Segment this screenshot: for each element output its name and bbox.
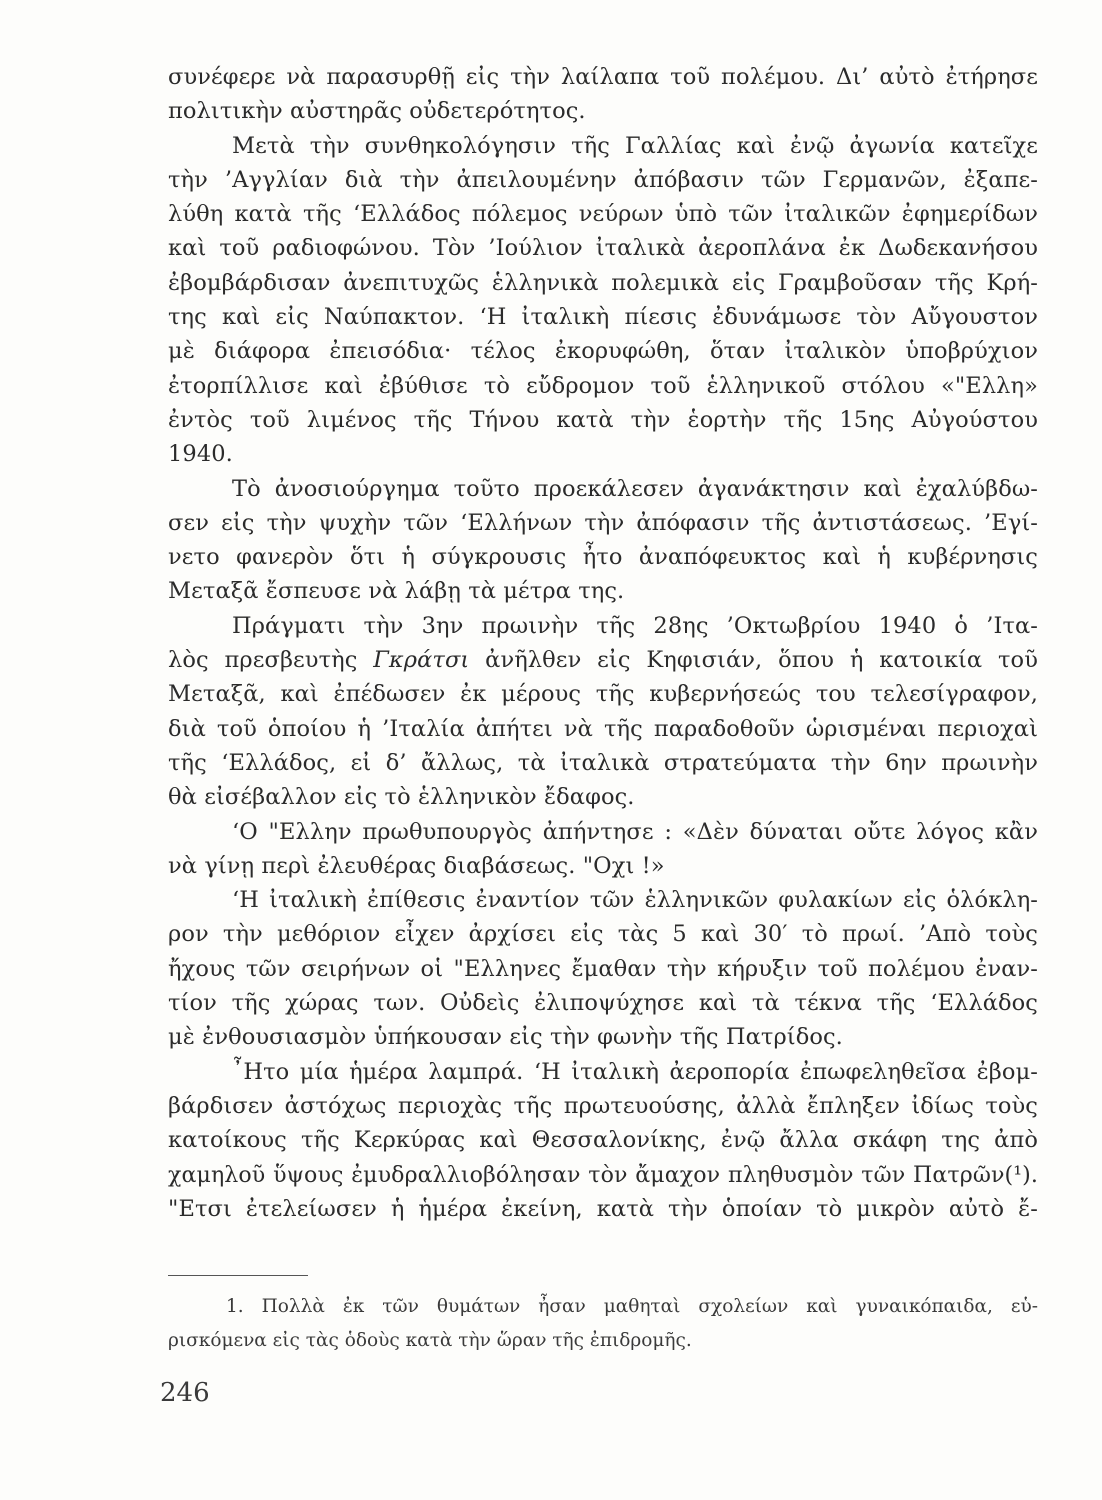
text-line: ἤχους τῶν σειρήνων οἱ "Ελληνες ἔμαθαν τὴν κήρυξιν τοῦ πολέμου ἐναν- bbox=[168, 955, 1038, 982]
text-line: ‘Η ἰταλικὴ ἐπίθεσις ἐναντίον τῶν ἑλληνικῶν φυλακίων εἰς ὁλόκλη- bbox=[232, 887, 1038, 914]
text-line: τίον τῆς χώρας των. Οὐδεὶς ἐλιποψύχησε καὶ τὰ τέκνα τῆς ‘Ελλάδος bbox=[168, 990, 1038, 1017]
text-line: βάρδισεν ἀστόχως περιοχὰς τῆς πρωτευούσης, ἀλλὰ ἔπληξεν ἰδίως τοὺς bbox=[168, 1092, 1038, 1119]
page-number: 246 bbox=[160, 1378, 210, 1408]
text-line: Τὸ ἀνοσιούργημα τοῦτο προεκάλεσεν ἀγανάκτησιν καὶ ἐχαλύβδω- bbox=[232, 475, 1038, 502]
text-line: διὰ τοῦ ὁποίου ἡ ’Ιταλία ἀπήτει νὰ τῆς παραδοθοῦν ὡρισμέναι περιοχαὶ bbox=[168, 715, 1038, 742]
footnote bbox=[168, 1290, 1038, 1358]
text-line: θὰ εἰσέβαλλον εἰς τὸ ἑλληνικὸν ἔδαφος. bbox=[168, 784, 635, 811]
footnote-rule bbox=[168, 1275, 308, 1276]
footnote-line: 1. Πολλὰ ἐκ τῶν θυμάτων ἦσαν μαθηταὶ σχολείων καὶ γυναικόπαιδα, εὑ- bbox=[226, 1296, 1038, 1317]
footnote-line: ρισκόμενα εἰς τὰς ὁδοὺς κατὰ τὴν ὥραν τῆς ἐπιδρομῆς. bbox=[168, 1330, 692, 1351]
text-line: 1940. bbox=[168, 441, 233, 468]
text-line: τῆς ‘Ελλάδος, εἰ δ’ ἄλλως, τὰ ἰταλικὰ στρατεύματα τὴν 6ην πρωινὴν bbox=[168, 749, 1038, 776]
text-line: τὴν ’Αγγλίαν διὰ τὴν ἀπειλουμένην ἀπόβασιν τῶν Γερμανῶν, ἐξαπε- bbox=[168, 166, 1038, 193]
text-line: ῏Ητο μία ἡμέρα λαμπρά. ‘Η ἰταλικὴ ἀεροπορία ἐπωφεληθεῖσα ἐβομ- bbox=[232, 1058, 1038, 1085]
text-line: μὲ διάφορα ἐπεισόδια· τέλος ἐκορυφώθη, ὅταν ἰταλικὸν ὑποβρύχιον bbox=[168, 338, 1038, 365]
text-line: χαμηλοῦ ὕψους ἐμυδραλλιοβόλησαν τὸν ἄμαχον πληθυσμὸν τῶν Πατρῶν(¹). bbox=[168, 1161, 1038, 1188]
text-line: καὶ τοῦ ραδιοφώνου. Τὸν ’Ιούλιον ἰταλικὰ ἀεροπλάνα ἐκ Δωδεκανήσου bbox=[168, 235, 1038, 262]
text-line: της καὶ εἰς Ναύπακτον. ‘Η ἰταλικὴ πίεσις ἐδυνάμωσε τὸν Αὔγουστον bbox=[168, 304, 1038, 331]
text-line: Μετὰ τὴν συνθηκολόγησιν τῆς Γαλλίας καὶ ἐνῷ ἀγωνία κατεῖχε bbox=[232, 132, 1038, 159]
text-line: λύθη κατὰ τῆς ‘Ελλάδος πόλεμος νεύρων ὑπὸ τῶν ἰταλικῶν ἐφημερίδων bbox=[168, 201, 1038, 228]
text-line: "Ετσι ἐτελείωσεν ἡ ἡμέρα ἐκείνη, κατὰ τὴν ὁποίαν τὸ μικρὸν αὐτὸ ἔ- bbox=[168, 1195, 1038, 1222]
text-line: σεν εἰς τὴν ψυχὴν τῶν ‘Ελλήνων τὴν ἀπόφασιν τῆς ἀντιστάσεως. ’Εγί- bbox=[168, 509, 1038, 536]
text-line: ἐντὸς τοῦ λιμένος τῆς Τήνου κατὰ τὴν ἑορτὴν τῆς 15ης Αὐγούστου bbox=[168, 406, 1038, 433]
text-line: μὲ ἐνθουσιασμὸν ὑπήκουσαν εἰς τὴν φωνὴν τῆς Πατρίδος. bbox=[168, 1024, 843, 1051]
text-line: Μεταξᾶ ἔσπευσε νὰ λάβῃ τὰ μέτρα της. bbox=[168, 578, 625, 605]
text-line: λὸς πρεσβευτὴς Γκράτσι ἀνῆλθεν εἰς Κηφισιάν, ὅπου ἡ κατοικία τοῦ bbox=[168, 647, 1038, 674]
text-line: νετο φανερὸν ὅτι ἡ σύγκρουσις ἦτο ἀναπόφευκτος καὶ ἡ κυβέρνησις bbox=[168, 544, 1038, 571]
text-line: ἐβομβάρδισαν ἀνεπιτυχῶς ἑλληνικὰ πολεμικὰ εἰς Γραμβοῦσαν τῆς Κρή- bbox=[168, 269, 1038, 296]
body-text bbox=[168, 60, 1038, 1226]
text-line: κατοίκους τῆς Κερκύρας καὶ Θεσσαλονίκης, ἐνῷ ἄλλα σκάφη της ἀπὸ bbox=[168, 1127, 1038, 1154]
text-line: Μεταξᾶ, καὶ ἐπέδωσεν ἐκ μέρους τῆς κυβερνήσεώς του τελεσίγραφον, bbox=[168, 681, 1038, 708]
text-line: πολιτικὴν αὐστηρᾶς οὐδετερότητος. bbox=[168, 98, 586, 125]
text-line: ‘Ο "Ελλην πρωθυπουργὸς ἀπήντησε : «Δὲν δύναται οὔτε λόγος κἂν bbox=[232, 818, 1038, 845]
text-line: Πράγματι τὴν 3ην πρωινὴν τῆς 28ης ’Οκτωβρίου 1940 ὁ ’Ιτα- bbox=[232, 612, 1038, 639]
text-line: ρον τὴν μεθόριον εἶχεν ἀρχίσει εἰς τὰς 5 καὶ 30′ τὸ πρωί. ’Απὸ τοὺς bbox=[168, 921, 1038, 948]
text-line: συνέφερε νὰ παρασυρθῇ εἰς τὴν λαίλαπα τοῦ πολέμου. Δι’ αὐτὸ ἐτήρησε bbox=[168, 64, 1038, 90]
text-line: ἐτορπίλλισε καὶ ἐβύθισε τὸ εὔδρομον τοῦ ἑλληνικοῦ στόλου «"Ελλη» bbox=[168, 372, 1038, 399]
text-line: νὰ γίνῃ περὶ ἐλευθέρας διαβάσεως. "Οχι !» bbox=[168, 852, 665, 879]
italic-name: Γκράτσι bbox=[373, 647, 470, 674]
